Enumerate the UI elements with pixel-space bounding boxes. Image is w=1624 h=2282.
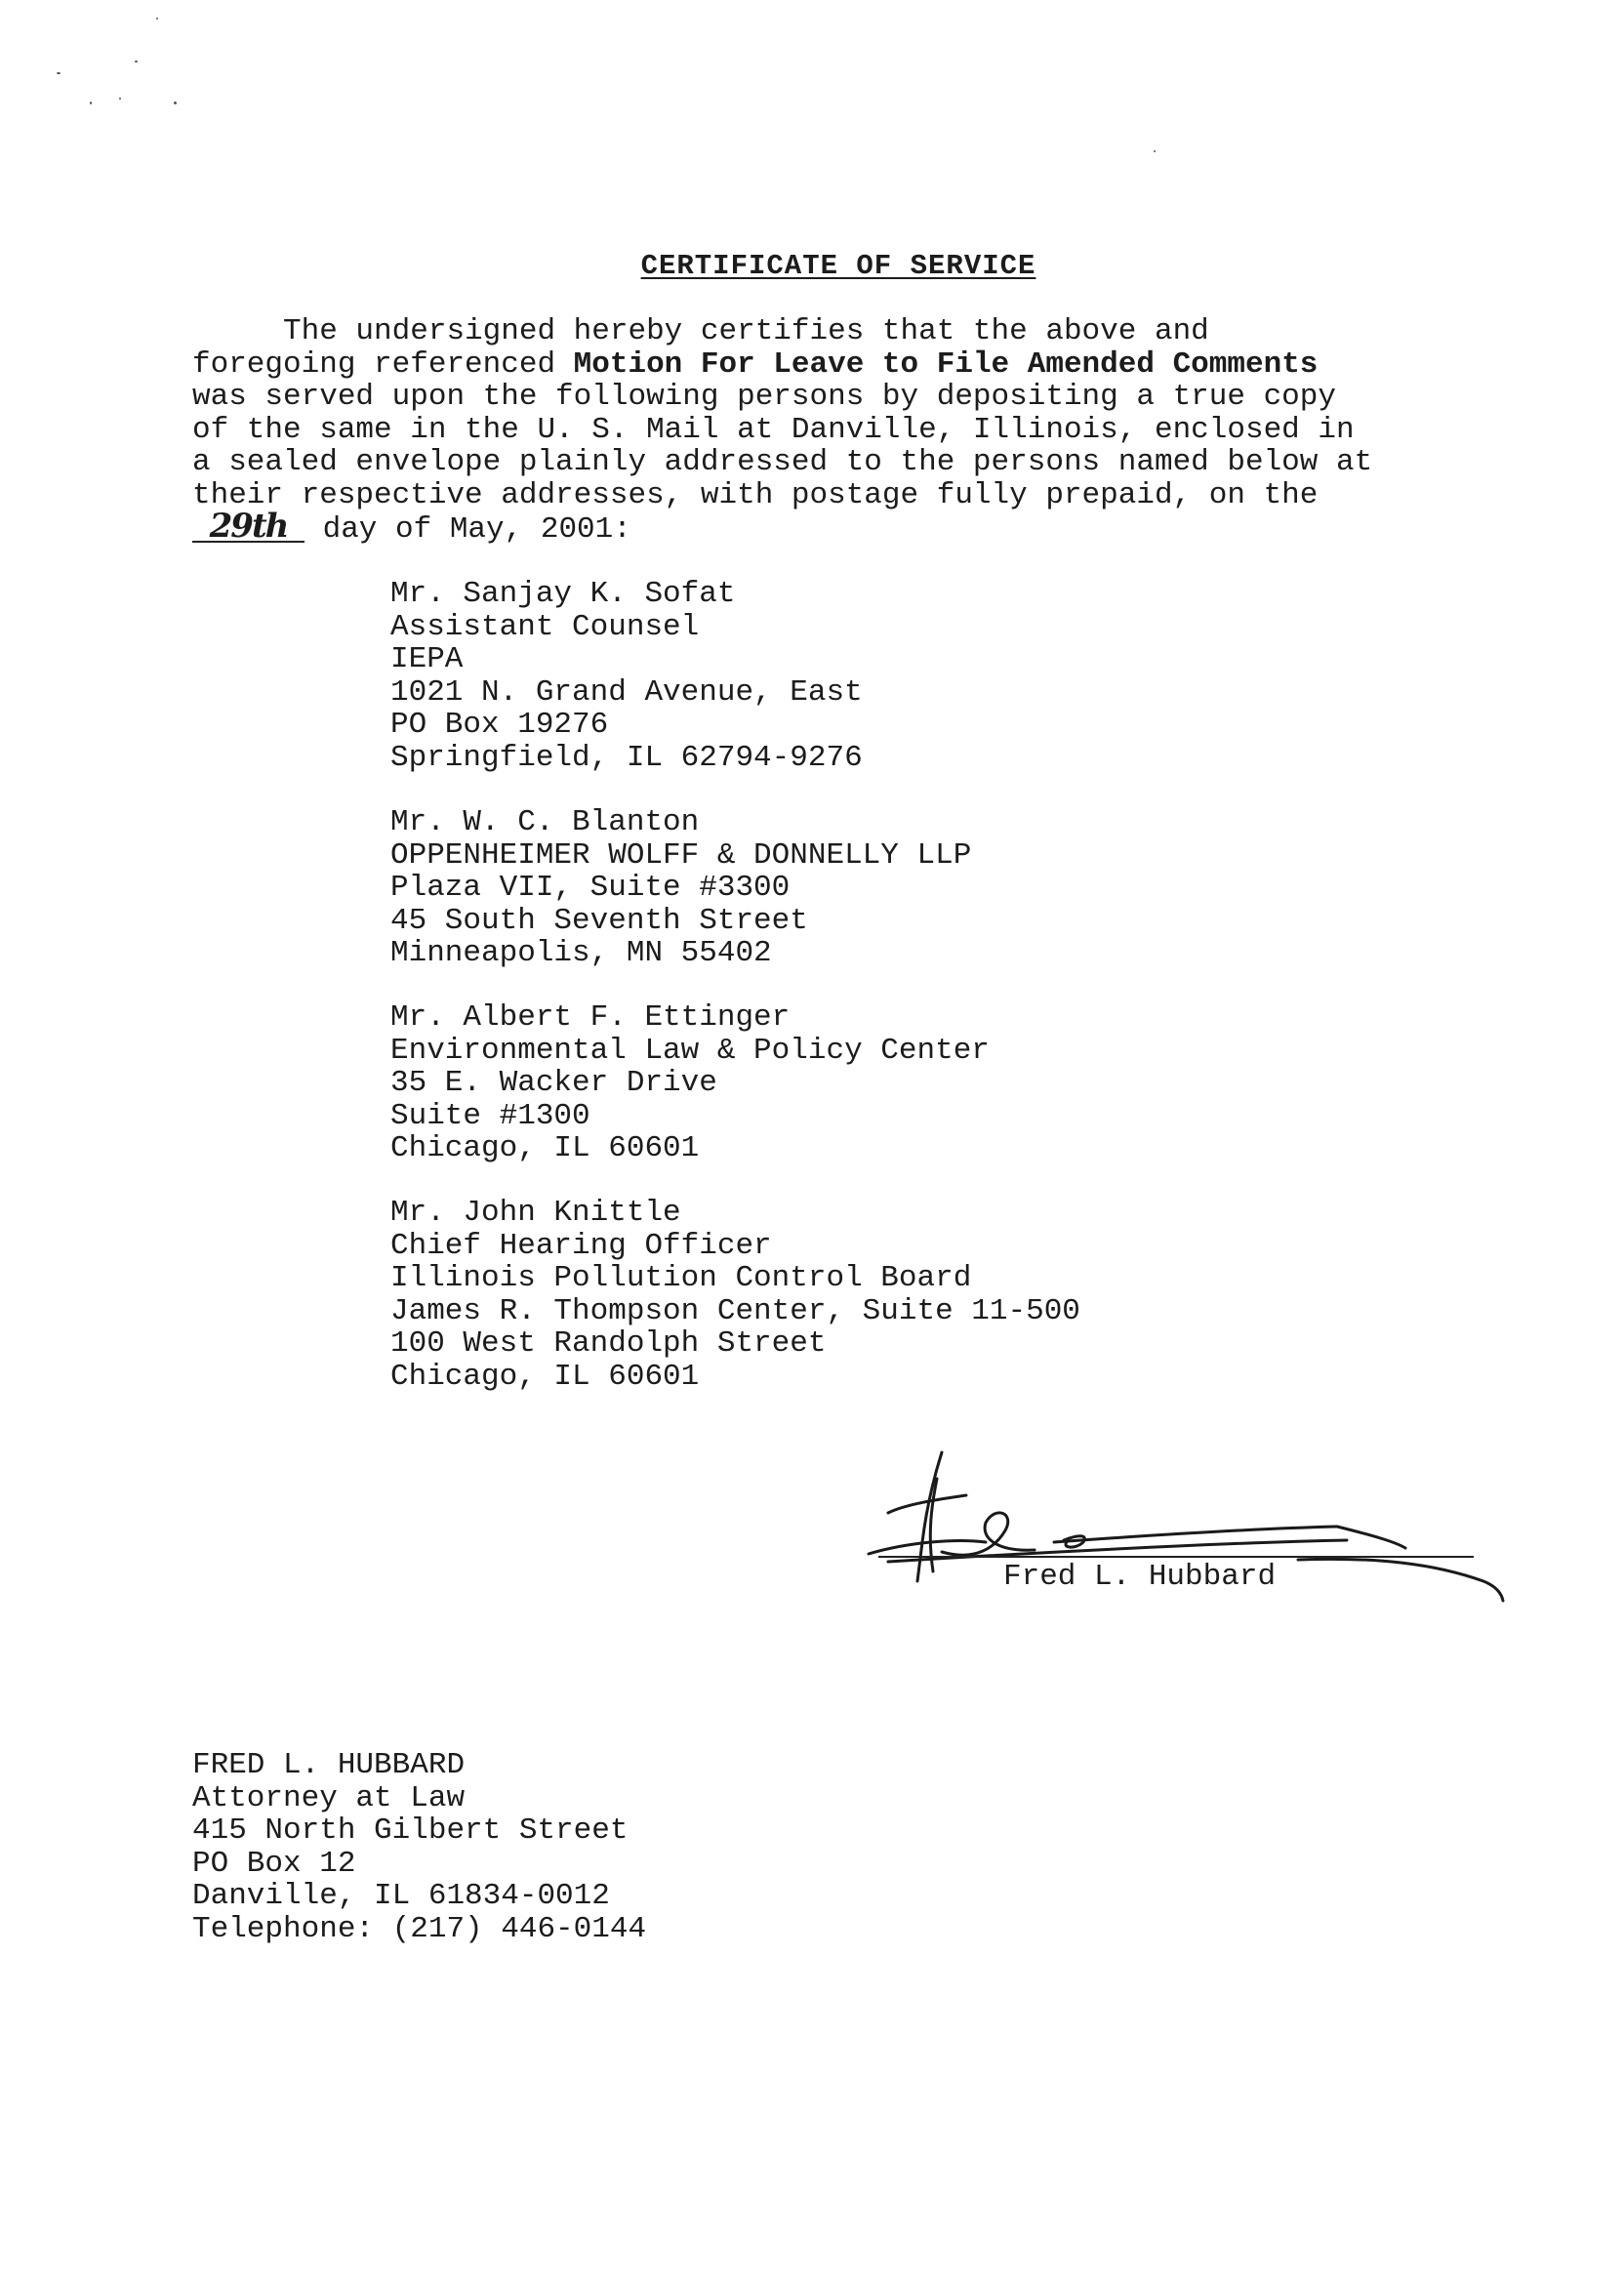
- body-line: their respective addresses, with postage fully prepaid, on the: [192, 477, 1319, 512]
- address-line: PO Box 19276: [390, 708, 609, 742]
- recipient-block: [390, 1001, 990, 1165]
- handwritten-signature: [849, 1445, 1532, 1620]
- address-line: Minneapolis, MN 55402: [390, 936, 772, 970]
- address-line: 35 E. Wacker Drive: [390, 1066, 717, 1100]
- scan-speck: [119, 98, 121, 100]
- address-line: James R. Thompson Center, Suite 11-500: [390, 1293, 1080, 1328]
- signature-line: [878, 1556, 1474, 1558]
- handwritten-day: 29th: [192, 511, 304, 543]
- scan-speck: [174, 102, 177, 104]
- motion-title: Motion For Leave to File Amended Comments: [573, 346, 1319, 382]
- address-line: Attorney at Law: [192, 1780, 466, 1815]
- address-line: FRED L. HUBBARD: [192, 1748, 466, 1782]
- address-line: Plaza VII, Suite #3300: [390, 871, 791, 905]
- recipient-block: [390, 578, 863, 774]
- body-line: The undersigned hereby certifies that the above and: [192, 314, 1209, 348]
- address-line: Mr. John Knittle: [390, 1196, 681, 1230]
- scan-speck: [1154, 150, 1156, 152]
- scan-speck: [90, 102, 92, 104]
- sender-address: [192, 1749, 646, 1945]
- recipient-block: [390, 1197, 1080, 1393]
- address-line: 100 West Randolph Street: [390, 1326, 827, 1361]
- document-title: CERTIFICATE OF SERVICE: [640, 250, 1036, 282]
- address-line: Telephone: (217) 446-0144: [192, 1911, 647, 1946]
- address-line: Illinois Pollution Control Board: [390, 1261, 972, 1295]
- address-line: Chicago, IL 60601: [390, 1131, 700, 1165]
- signature-area: [849, 1445, 1532, 1620]
- body-line: of the same in the U. S. Mail at Danville, Illinois, enclosed in: [192, 412, 1355, 447]
- address-line: Assistant Counsel: [390, 609, 700, 644]
- address-line: Danville, IL 61834-0012: [192, 1879, 610, 1913]
- address-line: Environmental Law & Policy Center: [390, 1033, 990, 1068]
- scan-speck: [57, 72, 61, 74]
- recipient-block: [390, 806, 971, 970]
- address-line: Mr. Sanjay K. Sofat: [390, 577, 736, 611]
- certificate-body: [192, 315, 1559, 547]
- body-line: a sealed envelope plainly addressed to the persons named below at: [192, 445, 1373, 479]
- address-line: Suite #1300: [390, 1098, 590, 1133]
- body-line: was served upon the following persons by depositing a true copy: [192, 380, 1336, 414]
- address-line: PO Box 12: [192, 1846, 356, 1881]
- address-line: 1021 N. Grand Avenue, East: [390, 674, 863, 710]
- body-line: foregoing referenced: [192, 346, 574, 382]
- body-line: day of May, 2001:: [304, 512, 631, 547]
- address-line: IEPA: [390, 642, 464, 676]
- scan-speck: [135, 61, 138, 62]
- address-line: 45 South Seventh Street: [390, 903, 808, 938]
- address-line: 415 North Gilbert Street: [192, 1813, 629, 1848]
- address-line: Chicago, IL 60601: [390, 1359, 700, 1394]
- scan-speck: [156, 18, 158, 20]
- address-line: Chief Hearing Officer: [390, 1228, 772, 1263]
- address-line: Mr. W. C. Blanton: [390, 805, 700, 839]
- signatory-name: Fred L. Hubbard: [1003, 1560, 1277, 1594]
- address-line: Mr. Albert F. Ettinger: [390, 1000, 791, 1035]
- address-line: Springfield, IL 62794-9276: [390, 740, 863, 775]
- address-line: OPPENHEIMER WOLFF & DONNELLY LLP: [390, 837, 972, 873]
